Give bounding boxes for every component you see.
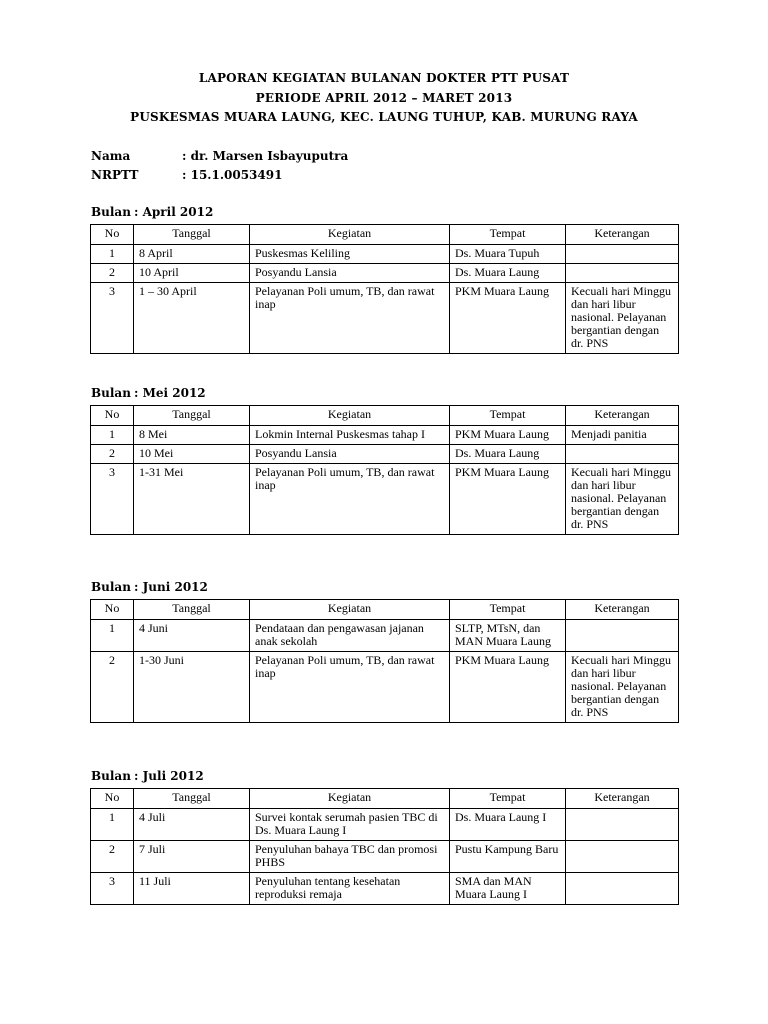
- col-header-keterangan: Keterangan: [566, 406, 679, 426]
- bulan-label: Bulan: [91, 386, 131, 400]
- cell-tempat: PKM Muara Laung: [450, 426, 566, 445]
- bulan-value: : Juli 2012: [134, 769, 204, 783]
- nama-field: [91, 149, 348, 163]
- col-header-kegiatan: Kegiatan: [250, 225, 450, 245]
- activity-table-april: [90, 224, 679, 354]
- cell-kegiatan: Pendataan dan pengawasan jajanan anak sekolah: [250, 620, 450, 652]
- cell-keterangan: [566, 445, 679, 464]
- cell-no: 2: [91, 445, 134, 464]
- cell-tanggal: 7 Juli: [134, 841, 250, 873]
- col-header-tanggal: Tanggal: [134, 600, 250, 620]
- table-header-row: [91, 600, 679, 620]
- col-header-tanggal: Tanggal: [134, 789, 250, 809]
- cell-no: 3: [91, 873, 134, 905]
- cell-no: 2: [91, 652, 134, 723]
- cell-tempat: SLTP, MTsN, dan MAN Muara Laung: [450, 620, 566, 652]
- activity-table-juni: [90, 599, 679, 723]
- cell-kegiatan: Penyuluhan bahaya TBC dan promosi PHBS: [250, 841, 450, 873]
- cell-keterangan: [566, 245, 679, 264]
- cell-tanggal: 10 April: [134, 264, 250, 283]
- cell-tempat: PKM Muara Laung: [450, 283, 566, 354]
- cell-keterangan: [566, 873, 679, 905]
- cell-tanggal: 1-31 Mei: [134, 464, 250, 535]
- cell-tempat: PKM Muara Laung: [450, 652, 566, 723]
- cell-kegiatan: Posyandu Lansia: [250, 445, 450, 464]
- col-header-no: No: [91, 225, 134, 245]
- nama-label: Nama: [91, 149, 131, 163]
- bulan-value: : Juni 2012: [134, 580, 208, 594]
- bulan-label: Bulan: [91, 205, 131, 219]
- col-header-keterangan: Keterangan: [566, 600, 679, 620]
- cell-keterangan: [566, 809, 679, 841]
- report-location: PUSKESMAS MUARA LAUNG, KEC. LAUNG TUHUP, KAB. MURUNG RAYA: [130, 110, 638, 124]
- col-header-no: No: [91, 406, 134, 426]
- month-heading-juli: [91, 769, 204, 783]
- cell-kegiatan: Puskesmas Keliling: [250, 245, 450, 264]
- cell-keterangan: Kecuali hari Minggu dan hari libur nasional. Pelayanan bergantian dengan dr. PNS: [566, 464, 679, 535]
- cell-tempat: Pustu Kampung Baru: [450, 841, 566, 873]
- cell-kegiatan: Pelayanan Poli umum, TB, dan rawat inap: [250, 464, 450, 535]
- cell-no: 1: [91, 245, 134, 264]
- cell-kegiatan: Pelayanan Poli umum, TB, dan rawat inap: [250, 652, 450, 723]
- cell-no: 3: [91, 464, 134, 535]
- month-heading-juni: [91, 580, 208, 594]
- activity-table-juli: [90, 788, 679, 905]
- month-heading-mei: [91, 386, 206, 400]
- table-row: [91, 264, 679, 283]
- col-header-tanggal: Tanggal: [134, 406, 250, 426]
- cell-tempat: PKM Muara Laung: [450, 464, 566, 535]
- cell-tanggal: 10 Mei: [134, 445, 250, 464]
- table-row: [91, 809, 679, 841]
- table-row: [91, 620, 679, 652]
- nrptt-field: [91, 168, 282, 182]
- cell-tempat: Ds. Muara Laung: [450, 264, 566, 283]
- table-header-row: [91, 789, 679, 809]
- col-header-keterangan: Keterangan: [566, 789, 679, 809]
- cell-tanggal: 4 Juli: [134, 809, 250, 841]
- cell-no: 2: [91, 841, 134, 873]
- col-header-kegiatan: Kegiatan: [250, 789, 450, 809]
- table-header-row: [91, 406, 679, 426]
- cell-tanggal: 11 Juli: [134, 873, 250, 905]
- table-row: [91, 245, 679, 264]
- cell-no: 2: [91, 264, 134, 283]
- cell-keterangan: [566, 264, 679, 283]
- cell-tempat: Ds. Muara Laung: [450, 445, 566, 464]
- month-heading-april: [91, 205, 213, 219]
- cell-tempat: Ds. Muara Laung I: [450, 809, 566, 841]
- nrptt-label: NRPTT: [91, 168, 139, 182]
- cell-keterangan: Kecuali hari Minggu dan hari libur nasional. Pelayanan bergantian dengan dr. PNS: [566, 283, 679, 354]
- cell-kegiatan: Posyandu Lansia: [250, 264, 450, 283]
- col-header-tanggal: Tanggal: [134, 225, 250, 245]
- activity-table-mei: [90, 405, 679, 535]
- col-header-no: No: [91, 600, 134, 620]
- cell-keterangan: Kecuali hari Minggu dan hari libur nasional. Pelayanan bergantian dengan dr. PNS: [566, 652, 679, 723]
- bulan-label: Bulan: [91, 580, 131, 594]
- nama-value: : dr. Marsen Isbayuputra: [182, 149, 349, 163]
- col-header-no: No: [91, 789, 134, 809]
- table-row: [91, 841, 679, 873]
- col-header-tempat: Tempat: [450, 600, 566, 620]
- report-period: PERIODE APRIL 2012 – MARET 2013: [255, 91, 513, 105]
- bulan-value: : April 2012: [134, 205, 214, 219]
- nrptt-value: : 15.1.0053491: [182, 168, 283, 182]
- cell-kegiatan: Pelayanan Poli umum, TB, dan rawat inap: [250, 283, 450, 354]
- cell-kegiatan: Penyuluhan tentang kesehatan reproduksi remaja: [250, 873, 450, 905]
- cell-tanggal: 1-30 Juni: [134, 652, 250, 723]
- table-header-row: [91, 225, 679, 245]
- table-row: [91, 445, 679, 464]
- col-header-kegiatan: Kegiatan: [250, 600, 450, 620]
- cell-no: 3: [91, 283, 134, 354]
- cell-tempat: SMA dan MAN Muara Laung I: [450, 873, 566, 905]
- cell-tanggal: 4 Juni: [134, 620, 250, 652]
- table-row: [91, 283, 679, 354]
- col-header-tempat: Tempat: [450, 789, 566, 809]
- cell-no: 1: [91, 426, 134, 445]
- cell-tanggal: 1 – 30 April: [134, 283, 250, 354]
- bulan-value: : Mei 2012: [134, 386, 206, 400]
- table-row: [91, 652, 679, 723]
- table-row: [91, 426, 679, 445]
- cell-keterangan: Menjadi panitia: [566, 426, 679, 445]
- cell-keterangan: [566, 841, 679, 873]
- bulan-label: Bulan: [91, 769, 131, 783]
- col-header-tempat: Tempat: [450, 406, 566, 426]
- col-header-keterangan: Keterangan: [566, 225, 679, 245]
- col-header-tempat: Tempat: [450, 225, 566, 245]
- cell-tempat: Ds. Muara Tupuh: [450, 245, 566, 264]
- cell-keterangan: [566, 620, 679, 652]
- report-title: LAPORAN KEGIATAN BULANAN DOKTER PTT PUSAT: [198, 71, 570, 85]
- cell-no: 1: [91, 620, 134, 652]
- table-row: [91, 873, 679, 905]
- cell-tanggal: 8 Mei: [134, 426, 250, 445]
- cell-no: 1: [91, 809, 134, 841]
- table-row: [91, 464, 679, 535]
- cell-kegiatan: Survei kontak serumah pasien TBC di Ds. Muara Laung I: [250, 809, 450, 841]
- col-header-kegiatan: Kegiatan: [250, 406, 450, 426]
- cell-kegiatan: Lokmin Internal Puskesmas tahap I: [250, 426, 450, 445]
- cell-tanggal: 8 April: [134, 245, 250, 264]
